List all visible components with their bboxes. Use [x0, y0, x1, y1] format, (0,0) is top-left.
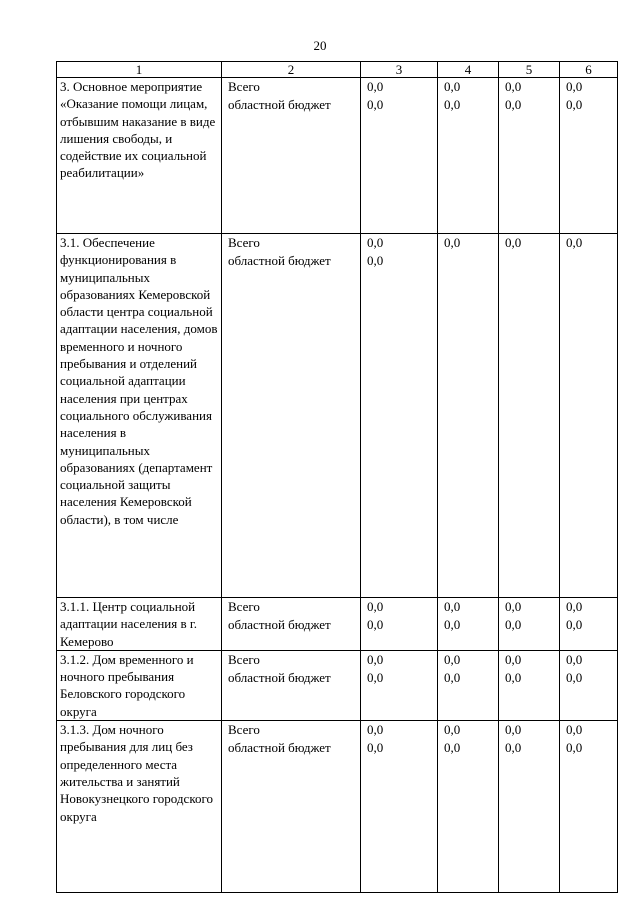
- table-row: [57, 78, 618, 234]
- table-row: [57, 650, 618, 720]
- header-cell: 4: [438, 62, 499, 78]
- table-row: [57, 234, 618, 598]
- header-cell: 3: [361, 62, 438, 78]
- value: 0,0: [367, 79, 384, 94]
- measure-name: 3.1.2. Дом временного и ночного пребывания Беловского городского округа: [60, 651, 194, 719]
- value: 0,0: [367, 740, 384, 756]
- value: 0,0: [367, 651, 384, 667]
- value-cell: [499, 234, 560, 598]
- value: [441, 252, 495, 270]
- measure-name-cell: [57, 598, 222, 651]
- value: 0,0: [566, 79, 583, 94]
- measure-name-cell: [57, 78, 222, 234]
- value-cell: [560, 650, 618, 720]
- source-label: Всего: [228, 235, 260, 250]
- source-label: областной бюджет: [228, 617, 331, 632]
- source-label: областной бюджет: [228, 740, 331, 756]
- budget-table: [56, 61, 618, 893]
- value: 0,0: [505, 235, 522, 250]
- value-cell: [361, 78, 438, 234]
- value: 0,0: [444, 740, 461, 756]
- header-cell: 5: [499, 62, 560, 78]
- value: 0,0: [505, 97, 522, 112]
- value: 0,0: [367, 722, 384, 738]
- measure-name: 3.1.1. Центр социальной адаптации населения в г. Кемерово: [60, 599, 198, 649]
- value-cell: [499, 650, 560, 720]
- value-cell: [438, 650, 499, 720]
- value-cell: [499, 721, 560, 893]
- value: 0,0: [444, 235, 461, 250]
- value: 0,0: [566, 651, 583, 667]
- table-row: [57, 598, 618, 651]
- source-label: Всего: [228, 722, 260, 738]
- value: 0,0: [505, 599, 522, 614]
- value: 0,0: [505, 651, 522, 667]
- value: 0,0: [444, 651, 461, 667]
- measure-name-cell: [57, 650, 222, 720]
- page-number: 20: [313, 38, 327, 53]
- value: [563, 252, 614, 270]
- source-label: Всего: [228, 651, 260, 667]
- source-label: областной бюджет: [228, 253, 331, 268]
- value-cell: [361, 650, 438, 720]
- value: 0,0: [444, 599, 461, 614]
- measure-name: 3.1.3. Дом ночного пребывания для лиц без определенного места жительства и занятий Новокузнецкого городского округа: [60, 722, 213, 824]
- value: 0,0: [367, 617, 384, 632]
- value: 0,0: [367, 235, 384, 250]
- value-cell: [560, 598, 618, 651]
- header-cell: 6: [560, 62, 618, 78]
- value: 0,0: [444, 97, 461, 112]
- value: [502, 252, 556, 270]
- value-cell: [560, 234, 618, 598]
- value: 0,0: [566, 722, 583, 738]
- funding-source-cell: [222, 234, 361, 598]
- value: 0,0: [566, 740, 583, 756]
- value: 0,0: [444, 722, 461, 738]
- funding-source-cell: [222, 598, 361, 651]
- value-cell: [361, 721, 438, 893]
- funding-source-cell: [222, 721, 361, 893]
- value: 0,0: [566, 235, 583, 250]
- value-cell: [499, 598, 560, 651]
- source-label: областной бюджет: [228, 669, 331, 685]
- value-cell: [560, 78, 618, 234]
- value: 0,0: [566, 617, 583, 632]
- value: 0,0: [566, 97, 583, 112]
- measure-name-cell: [57, 721, 222, 893]
- value: 0,0: [367, 599, 384, 614]
- value-cell: [361, 234, 438, 598]
- value: 0,0: [566, 669, 583, 685]
- source-label: областной бюджет: [228, 97, 331, 112]
- source-label: Всего: [228, 79, 260, 94]
- value: 0,0: [505, 617, 522, 632]
- value: 0,0: [505, 722, 522, 738]
- value: 0,0: [444, 79, 461, 94]
- value-cell: [438, 598, 499, 651]
- value: 0,0: [367, 253, 384, 268]
- header-cell: 2: [222, 62, 361, 78]
- value: 0,0: [444, 617, 461, 632]
- value-cell: [361, 598, 438, 651]
- value: 0,0: [505, 669, 522, 685]
- funding-source-cell: [222, 78, 361, 234]
- value-cell: [438, 234, 499, 598]
- value-cell: [560, 721, 618, 893]
- measure-name: 3. Основное мероприятие «Оказание помощи лицам, отбывшим наказание в виде лишения свободы, и содействие их социальной реабилитации»: [60, 79, 216, 181]
- value-cell: [499, 78, 560, 234]
- funding-source-cell: [222, 650, 361, 720]
- measure-name-cell: [57, 234, 222, 598]
- value: 0,0: [367, 97, 384, 112]
- value: 0,0: [505, 79, 522, 94]
- value: 0,0: [444, 669, 461, 685]
- header-cell: 1: [57, 62, 222, 78]
- measure-name: 3.1. Обеспечение функционирования в муниципальных образованиях Кемеровской области центра социальной адаптации населения, домов временного и ночного пребывания и отделений социальной адаптации населения при центрах социального обслуживания населения в муниципальных образованиях (департамент социальной защиты населения Кемеровской области), в том числе: [60, 235, 218, 527]
- source-label: Всего: [228, 599, 260, 614]
- value: 0,0: [566, 599, 583, 614]
- table-row: [57, 721, 618, 893]
- table-header-row: [57, 62, 618, 78]
- value-cell: [438, 78, 499, 234]
- value-cell: [438, 721, 499, 893]
- value: 0,0: [505, 740, 522, 756]
- value: 0,0: [367, 669, 384, 685]
